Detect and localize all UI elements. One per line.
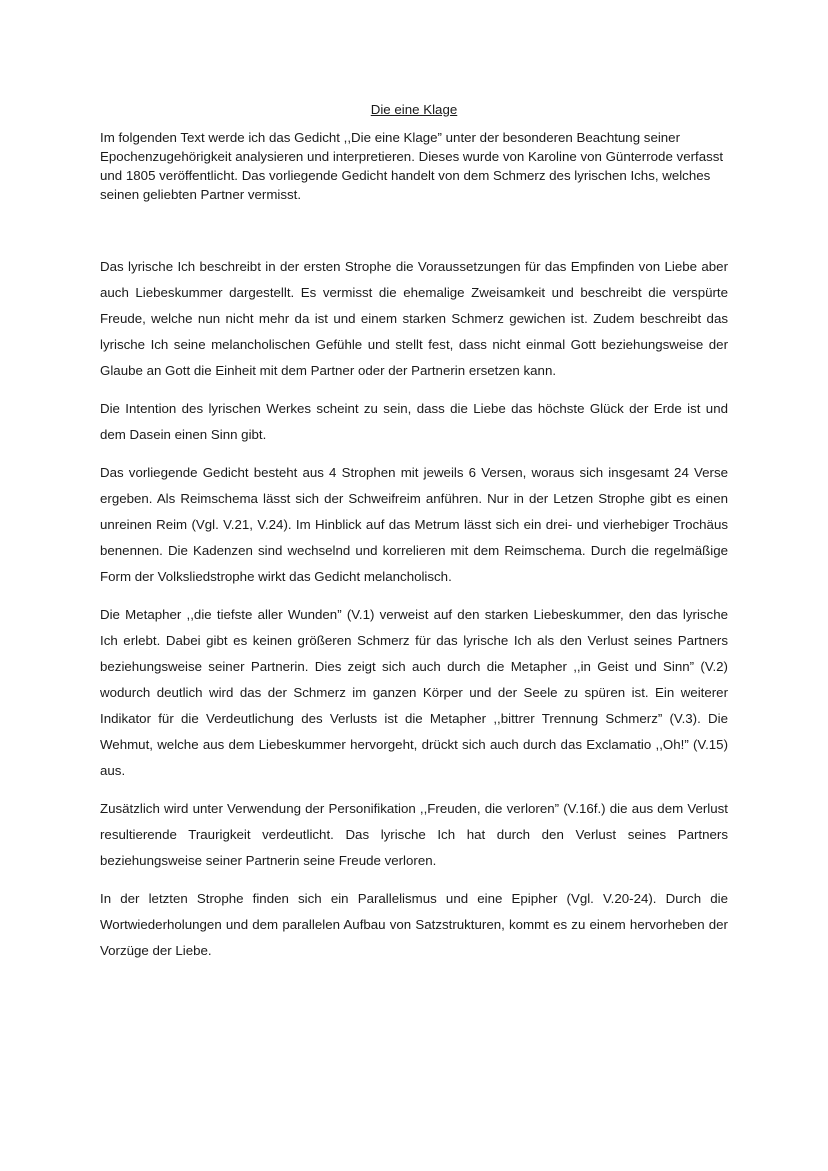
paragraph-parallelism: In der letzten Strophe finden sich ein Parallelismus und eine Epipher (Vgl. V.20-24). Durch die Wortwiederholungen und dem parallelen Aufbau von Satzstrukturen, kommt es zu einem hervorheben der Vorzüge der Liebe. bbox=[100, 891, 728, 958]
paragraph-metaphors: Die Metapher ,,die tiefste aller Wunden” (V.1) verweist auf den starken Liebeskummer, den das lyrische Ich erlebt. Dabei gibt es keinen größeren Schmerz für das lyrische Ich als den Verlust seines Partners beziehungsweise seiner Partnerin. Dies zeigt sich auch durch die Metapher ,,in Geist und Sinn” (V.2) wodurch deutlich wird das der Schmerz im ganzen Körper und der Seele zu spüren ist. Ein weiterer Indikator für die Verdeutlichung des Verlusts ist die Metapher ,,bittrer Trennung Schmerz” (V.3). Die Wehmut, welche aus dem Liebeskummer hervorgeht, drückt sich auch durch das Exclamatio ,,Oh!” (V.15) aus. bbox=[100, 607, 728, 778]
paragraph-intention: Die Intention des lyrischen Werkes scheint zu sein, dass die Liebe das höchste Glück der Erde ist und dem Dasein einen Sinn gibt. bbox=[100, 401, 728, 442]
paragraph-form: Das vorliegende Gedicht besteht aus 4 Strophen mit jeweils 6 Versen, woraus sich insgesamt 24 Verse ergeben. Als Reimschema lässt sich der Schweifreim anführen. Nur in der Letzen Strophe gibt es einen unreinen Reim (Vgl. V.21, V.24). Im Hinblick auf das Metrum lässt sich ein drei- und vierhebiger Trochäus benennen. Die Kadenzen sind wechselnd und korrelieren mit dem Reimschema. Durch die regelmäßige Form der Volksliedstrophe wirkt das Gedicht melancholisch. bbox=[100, 465, 728, 584]
document-page bbox=[100, 100, 728, 976]
document-body bbox=[100, 254, 728, 964]
paragraph-summary: Das lyrische Ich beschreibt in der ersten Strophe die Voraussetzungen für das Empfinden von Liebe aber auch Liebeskummer dargestellt. Es vermisst die ehemalige Zweisamkeit und beschreibt die verspürte Freude, welche nun nicht mehr da ist und einem starken Schmerz gewichen ist. Zudem beschreibt das lyrische Ich seine melancholischen Gefühle und stellt fest, dass nicht einmal Gott beziehungsweise der Glaube an Gott die Einheit mit dem Partner oder der Partnerin ersetzen kann. bbox=[100, 259, 728, 378]
document-title: Die eine Klage bbox=[370, 102, 458, 117]
paragraph-personification: Zusätzlich wird unter Verwendung der Personifikation ,,Freuden, die verloren” (V.16f.) die aus dem Verlust resultierende Traurigkeit verdeutlicht. Das lyrische Ich hat durch den Verlust seines Partners beziehungsweise seiner Partnerin seine Freude verloren. bbox=[100, 801, 728, 868]
intro-paragraph: Im folgenden Text werde ich das Gedicht ,,Die eine Klage” unter der besonderen Beachtung seiner Epochenzugehörigkeit analysieren und interpretieren. Dieses wurde von Karoline von Günterrode verfasst und 1805 veröffentlicht. Das vorliegende Gedicht handelt von dem Schmerz des lyrischen Ichs, welches seinen geliebten Partner vermisst. bbox=[100, 130, 724, 202]
